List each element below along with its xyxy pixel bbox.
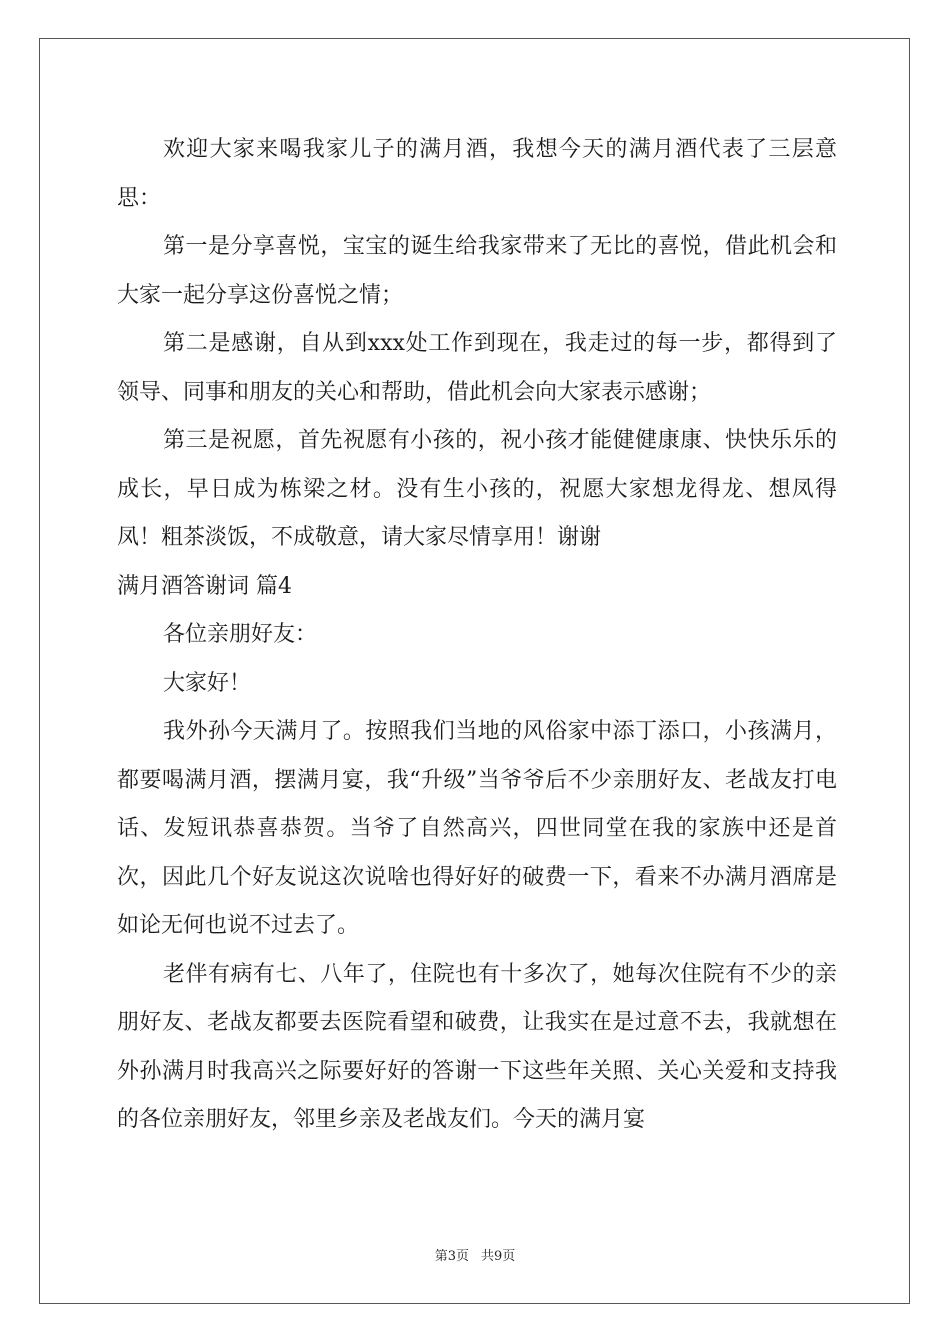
page-footer xyxy=(0,1245,950,1264)
page-number: 第3页 xyxy=(434,1249,469,1264)
page-total: 共9页 xyxy=(481,1249,516,1264)
paragraph-welcome: 欢迎大家来喝我家儿子的满月酒，我想今天的满月酒代表了三层意思： xyxy=(117,137,837,211)
paragraph-spouse-illness: 老伴有病有七、八年了，住院也有十多次了，她每次住院有不少的亲朋好友、老战友都要去医院看望和破费，让我实在是过意不去，我就想在外孙满月时我高兴之际要好好的答谢一下这些年关照、关心关爱和支持我的各位亲朋好友，邻里乡亲及老战友们。今天的满月宴 xyxy=(117,961,837,1132)
paragraph-salutation: 各位亲朋好友： xyxy=(163,622,318,647)
paragraph-third-wishes: 第三是祝愿，首先祝愿有小孩的，祝小孩才能健健康康、快快乐乐的成长，早日成为栋梁之材。没有生小孩的，祝愿大家想龙得龙、想凤得凤！粗茶淡饭，不成敬意，请大家尽情享用！谢谢 xyxy=(117,428,837,550)
paragraph-first-share-joy: 第一是分享喜悦，宝宝的诞生给我家带来了无比的喜悦，借此机会和大家一起分享这份喜悦之情； xyxy=(117,234,837,308)
paragraph-second-thanks: 第二是感谢，自从到xxx处工作到现在，我走过的每一步，都得到了领导、同事和朋友的关心和帮助，借此机会向大家表示感谢； xyxy=(117,331,837,405)
document-body xyxy=(117,126,837,1145)
paragraph-grandson-full-month: 我外孙今天满月了。按照我们当地的风俗家中添丁添口，小孩满月，都要喝满月酒，摆满月宴，我“升级”当爷爷后不少亲朋好友、老战友打电话、发短讯恭喜恭贺。当爷了自然高兴，四世同堂在我的家族中还是首次，因此几个好友说这次说啥也得好好的破费一下，看来不办满月酒席是如论无何也说不过去了。 xyxy=(117,719,837,938)
section-heading: 满月酒答谢词 篇4 xyxy=(117,573,292,599)
paragraph-greeting: 大家好！ xyxy=(163,670,252,696)
